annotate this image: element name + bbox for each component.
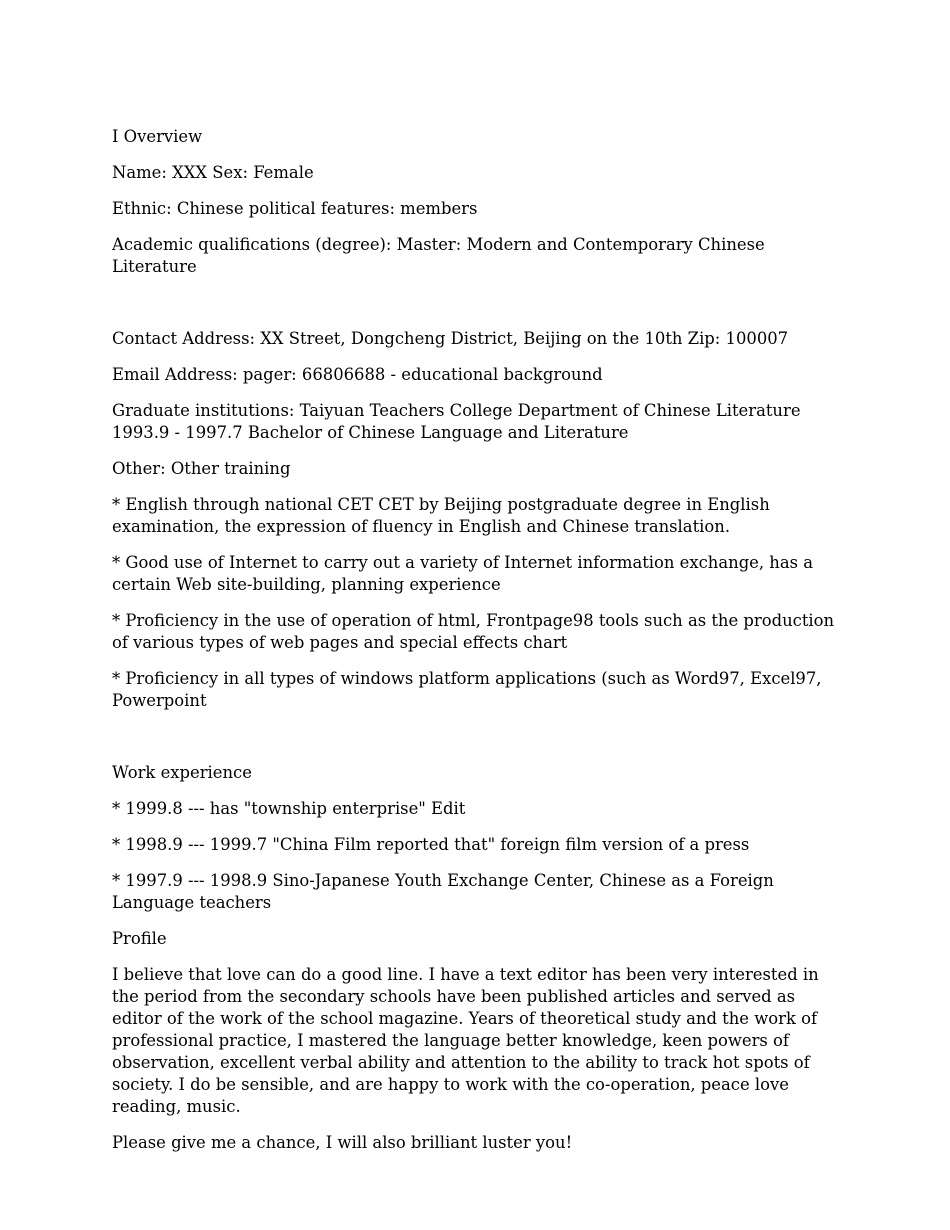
qualifications-line: Academic qualifications (degree): Master: Modern and Contemporary Chinese Literature: [112, 235, 765, 276]
skill-item: * Good use of Internet to carry out a variety of Internet information exchange, has a certain Web site-building, planning experience: [112, 553, 814, 594]
other-training-line: Other: Other training: [112, 459, 291, 478]
work-item: * 1999.8 --- has "township enterprise" Edit: [112, 799, 466, 818]
profile-heading: Profile: [112, 929, 167, 948]
email-line: Email Address: pager: 66806688 - educational background: [112, 365, 603, 384]
skill-item: * Proficiency in the use of operation of html, Frontpage98 tools such as the production of various types of web pages and special effects chart: [112, 611, 835, 652]
blank-line: [112, 292, 840, 314]
closing-line: Please give me a chance, I will also brilliant luster you!: [112, 1133, 573, 1152]
skill-item: * Proficiency in all types of windows platform applications (such as Word97, Excel97, Powerpoint: [112, 669, 822, 710]
overview-heading: I Overview: [112, 127, 203, 146]
work-heading: Work experience: [112, 763, 252, 782]
document-page: [112, 126, 840, 1168]
work-item: * 1997.9 --- 1998.9 Sino-Japanese Youth Exchange Center, Chinese as a Foreign Language teachers: [112, 871, 774, 912]
work-item: * 1998.9 --- 1999.7 "China Film reported that" foreign film version of a press: [112, 835, 750, 854]
profile-body: I believe that love can do a good line. I have a text editor has been very interested in the period from the secondary schools have been published articles and served as editor of the work of the school magazine. Years of theoretical study and the work of professional practice, I mastered the language better knowledge, keen powers of observation, excellent verbal ability and attention to the ability to track hot spots of society. I do be sensible, and are happy to work with the co-operation, peace love reading, music.: [112, 965, 819, 1116]
ethnic-line: Ethnic: Chinese political features: members: [112, 199, 478, 218]
skill-item: * English through national CET CET by Beijing postgraduate degree in English examination, the expression of fluency in English and Chinese translation.: [112, 495, 770, 536]
graduate-line: Graduate institutions: Taiyuan Teachers College Department of Chinese Literature 1993.9 - 1997.7 Bachelor of Chinese Language and Literature: [112, 401, 801, 442]
name-sex-line: Name: XXX Sex: Female: [112, 163, 314, 182]
blank-line: [112, 726, 840, 748]
contact-address-line: Contact Address: XX Street, Dongcheng District, Beijing on the 10th Zip: 100007: [112, 329, 789, 348]
